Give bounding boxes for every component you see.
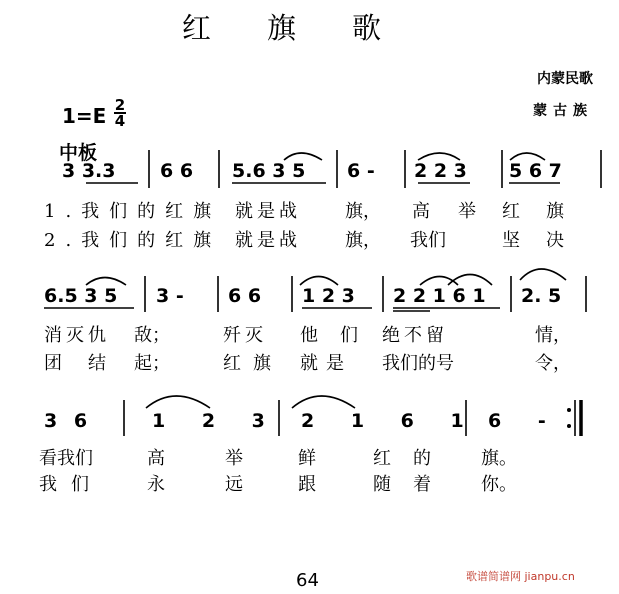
song-ethnicity: 蒙古族 [533, 103, 593, 119]
tempo-marking: 中板 [59, 142, 98, 164]
slur [448, 275, 492, 286]
lyric-2-2a: 团结 [44, 353, 132, 374]
measure-3-1: 3 6 [44, 410, 88, 432]
lyric-2-1c: 歼灭 [223, 325, 267, 346]
lyric-1-2a: 2.我们的红旗 [44, 230, 222, 251]
lyric-2-1a: 消灭仇 [44, 325, 110, 346]
lyric-3-1f: 旗。 [481, 448, 517, 469]
slur [510, 153, 545, 160]
lyric-2-1b: 敌； [134, 325, 170, 346]
lyric-3-1d: 鲜 [298, 448, 316, 469]
measure-1-5: 2 2 3 [414, 160, 467, 182]
lyric-3-1e: 红的 [373, 448, 453, 469]
time-denominator: 4 [114, 112, 126, 130]
slur [520, 269, 566, 280]
lyric-1-2e: 坚决 [502, 230, 590, 251]
measure-1-1: 3 3.3 [62, 160, 116, 182]
page-number: 64 [296, 570, 319, 591]
measure-2-6: 2. 5 [521, 285, 562, 307]
lyric-3-2b: 永 [147, 474, 165, 495]
lyric-3-1c: 举 [225, 448, 243, 469]
slur [300, 277, 338, 286]
lyric-2-2f: 令， [535, 353, 571, 374]
lyric-3-2f: 你。 [481, 474, 517, 495]
measure-2-2: 3 - [156, 285, 184, 307]
key-signature: 1=E [62, 104, 107, 128]
measure-2-1: 6.5 3 5 [44, 285, 118, 307]
lyric-2-2c: 红旗 [223, 353, 283, 374]
lyric-3-2a: 我们 [39, 474, 103, 495]
measure-1-4: 6 - [347, 160, 375, 182]
repeat-dot [567, 408, 571, 412]
slur [146, 396, 210, 408]
measure-3-2: 1 2 3 [152, 410, 265, 432]
lyric-1-2c: 旗， [345, 230, 381, 251]
measure-3-3: 2 1 6 1 [301, 410, 464, 432]
slur [418, 153, 460, 160]
measure-2-5: 2 2 1 6 1 [393, 285, 486, 307]
slur [284, 153, 322, 160]
measure-2-4: 1 2 3 [302, 285, 355, 307]
song-title: 红旗歌 [182, 11, 438, 45]
lyric-3-2c: 远 [225, 474, 243, 495]
lyric-3-1a: 看我们 [39, 448, 93, 469]
site-watermark: 歌谱简谱网 jianpu.cn [466, 570, 575, 583]
lyric-1-2d: 我们 [410, 230, 446, 251]
lyric-3-2d: 跟 [298, 474, 316, 495]
measure-1-3: 5.6 3 5 [232, 160, 306, 182]
lyric-1-1e: 红旗 [502, 201, 590, 222]
slur [292, 396, 355, 408]
measure-1-6: 5 6 7 [509, 160, 562, 182]
lyric-3-1b: 高 [147, 448, 165, 469]
measure-3-4: 6 - [488, 410, 546, 432]
lyric-1-2b: 就是战 [235, 230, 301, 251]
lyric-2-1d: 他们 [300, 325, 380, 346]
lyric-3-2e: 随着 [373, 474, 453, 495]
lyric-1-1b: 就是战 [235, 201, 301, 222]
lyric-2-2d: 就是 [300, 353, 352, 374]
song-origin: 内蒙民歌 [537, 71, 593, 87]
slur [86, 278, 126, 286]
repeat-dot [567, 424, 571, 428]
time-numerator: 2 [114, 96, 126, 114]
lyric-2-2e: 我们的号 [382, 353, 454, 374]
measure-1-2: 6 6 [160, 160, 194, 182]
lyric-1-1d: 高举 [412, 201, 504, 222]
lyric-1-1a: 1.我们的红旗 [44, 201, 222, 222]
lyric-2-2b: 起； [134, 353, 170, 374]
lyric-2-1e: 绝不留 [382, 325, 448, 346]
lyric-1-1c: 旗， [345, 201, 381, 222]
lyric-2-1f: 情， [535, 325, 571, 346]
measure-2-3: 6 6 [228, 285, 262, 307]
